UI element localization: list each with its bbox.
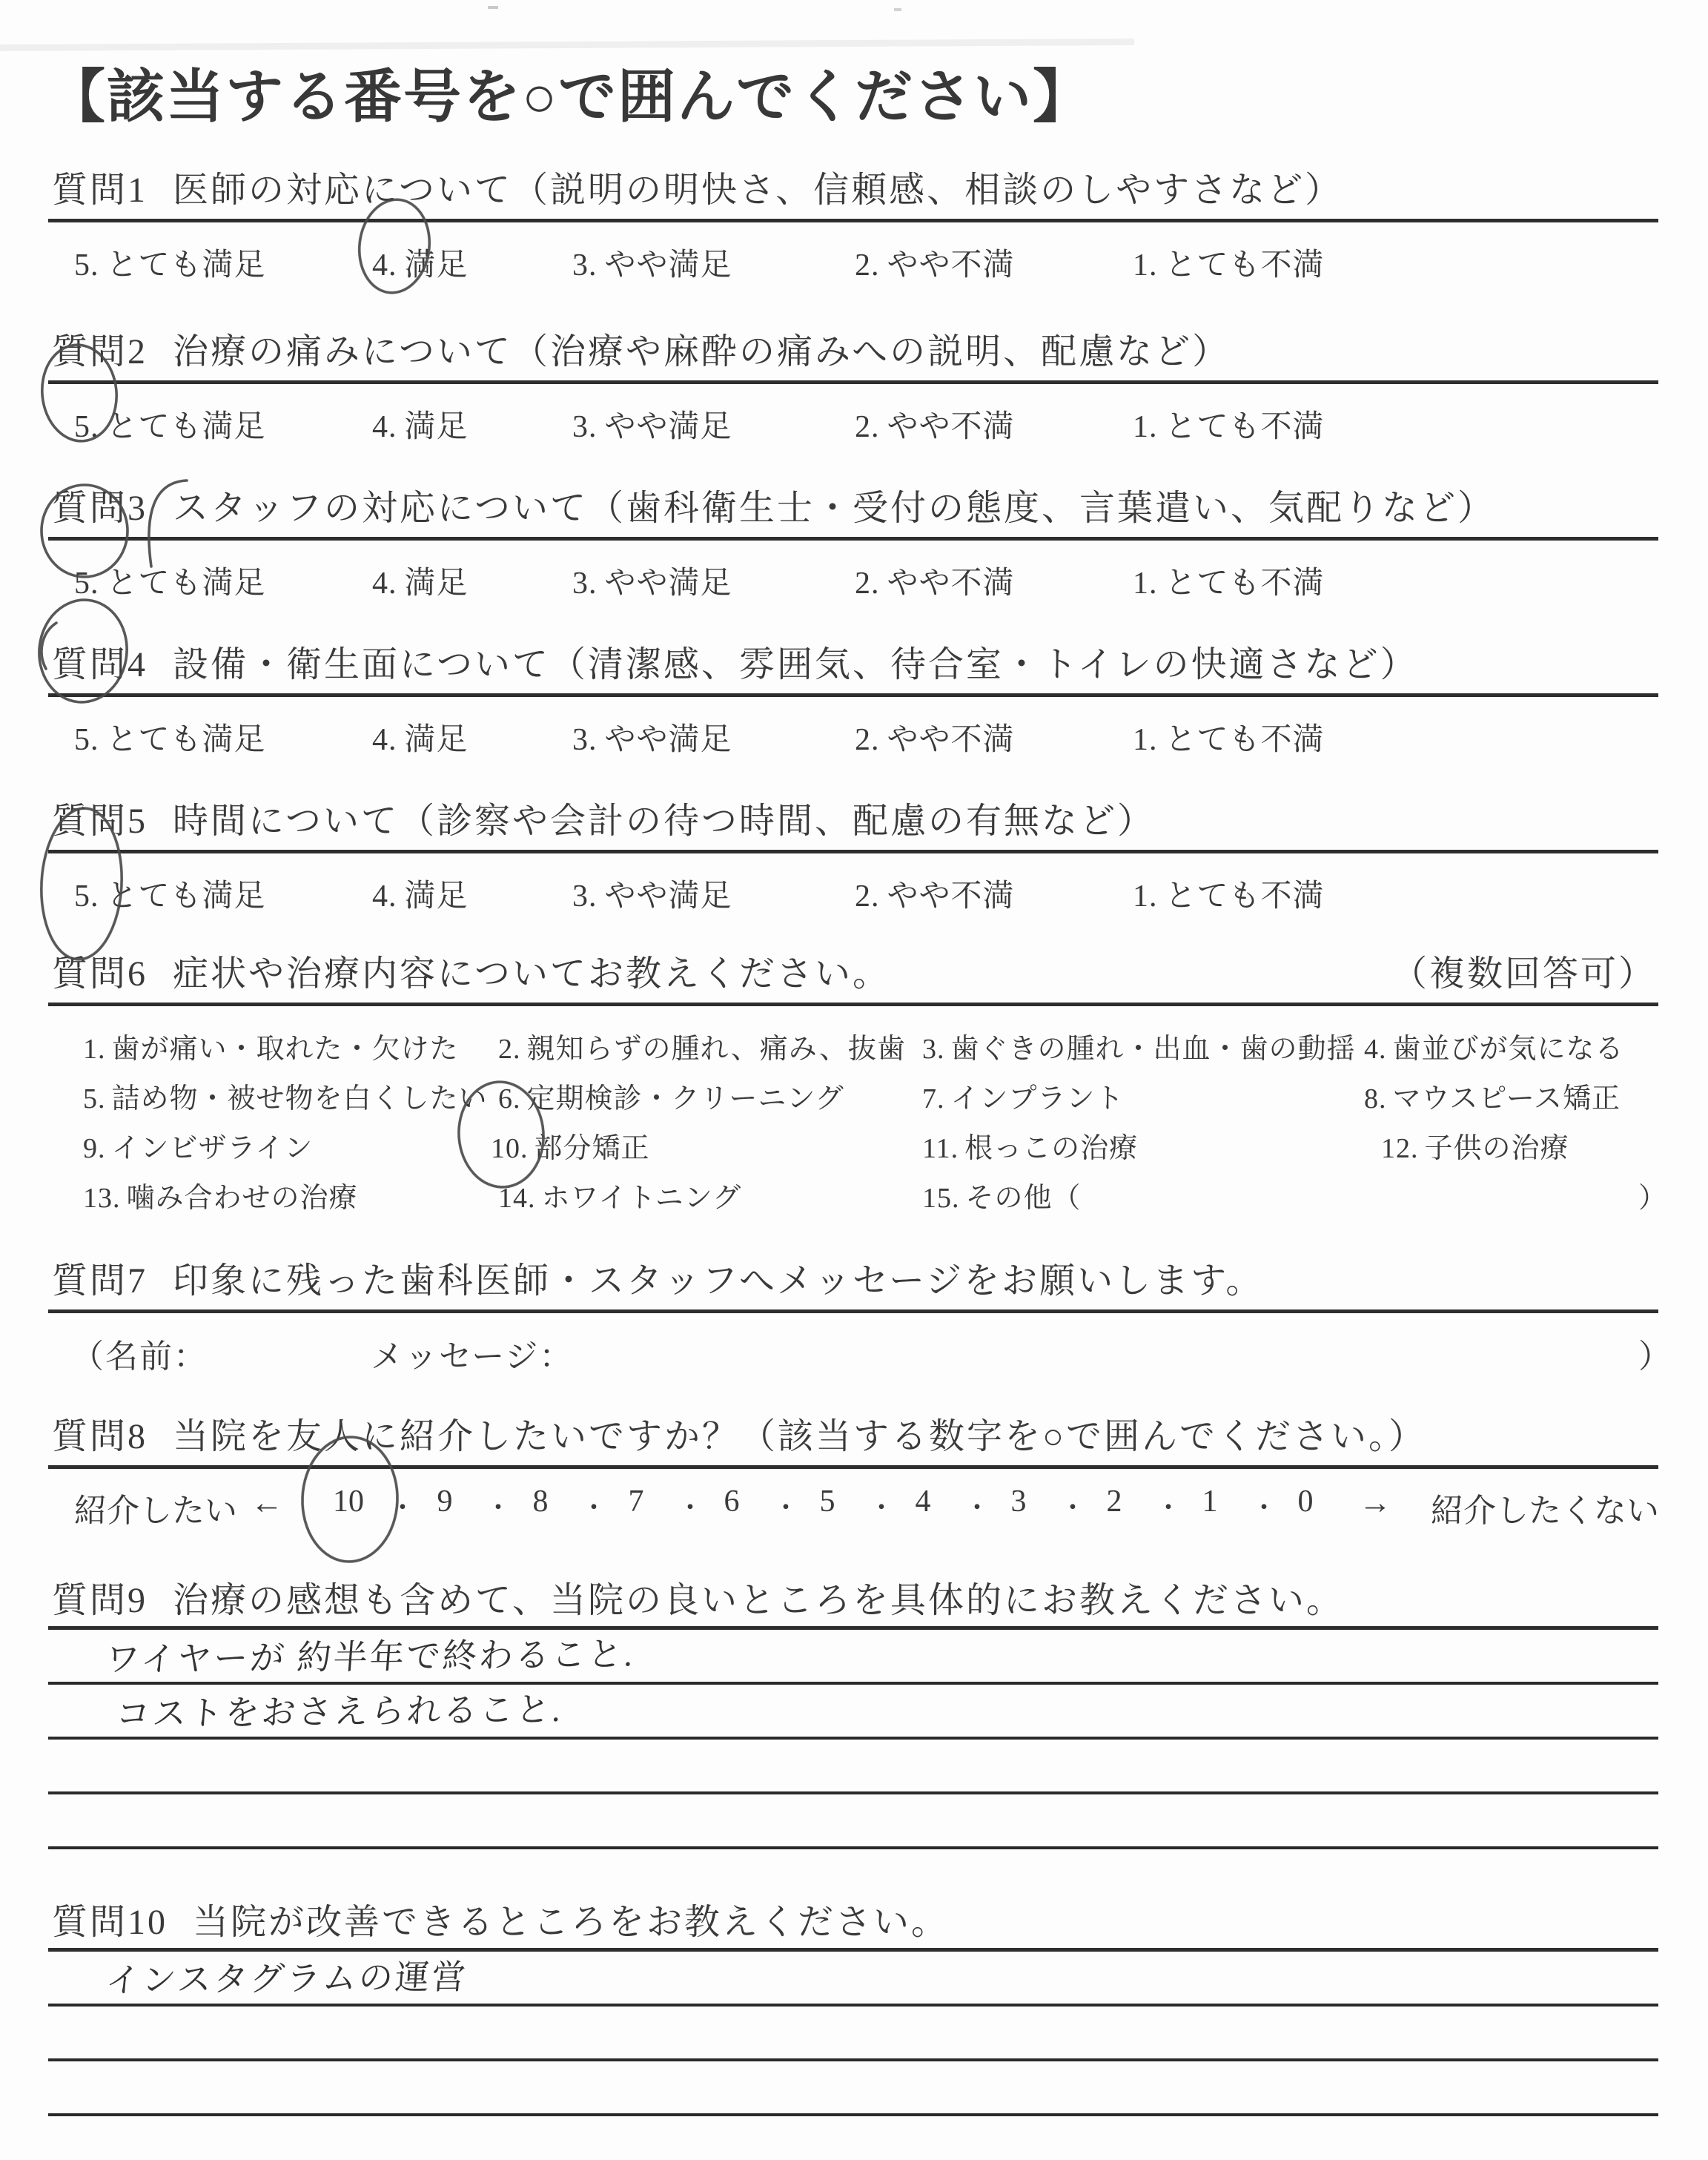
- question-8-section: [52, 1415, 1659, 1533]
- close-paren: ）: [1638, 1338, 1672, 1375]
- question-5-options: [52, 853, 1656, 928]
- question-9-heading: [52, 1579, 1656, 1623]
- scale-number-5: 5: [819, 1484, 835, 1519]
- scale-dot: ・: [868, 1493, 896, 1523]
- option-somewhat-dissatisfied: 2. やや不満: [855, 879, 1015, 914]
- question-3-options: [52, 541, 1656, 615]
- option-very-dissatisfied: 1. とても不満: [1133, 879, 1325, 914]
- option-satisfied: 4. 満足: [372, 723, 469, 758]
- symptom-item-14: 14. ホワイトニング: [498, 1183, 742, 1215]
- scale-dot: ・: [485, 1493, 512, 1523]
- question-7-label: 質問7: [52, 1261, 148, 1301]
- scan-artifact-speck: [488, 6, 498, 9]
- scale-dot: ・: [580, 1493, 608, 1523]
- symptom-item-8: 8. マウスピース矯正: [1364, 1083, 1621, 1115]
- question-4-heading: [52, 643, 1656, 687]
- question-5-title: 時間について（診察や会計の待つ時間、配慮の有無など）: [173, 802, 1156, 842]
- question-6-title-wrap: [52, 952, 890, 997]
- scale-dot: ・: [677, 1493, 704, 1523]
- page-title: 【該当する番号を○で囲んでください】: [47, 65, 1093, 129]
- question-6-title: 症状や治療内容についてお教えください。: [173, 954, 891, 994]
- question-9-title: 治療の感想も含めて、当院の良いところを具体的にお教えください。: [173, 1581, 1345, 1621]
- right-arrow-icon: →: [1359, 1484, 1391, 1522]
- answer-line: [48, 2116, 1658, 2160]
- question-1-options: [52, 222, 1656, 297]
- question-10-section: [52, 1900, 1656, 2160]
- scale-dot: ・: [964, 1493, 991, 1523]
- question-10-label: 質問10: [52, 1903, 168, 1943]
- question-5-heading: [52, 799, 1656, 844]
- option-satisfied: 4. 満足: [372, 248, 469, 283]
- question-5-label: 質問5: [52, 802, 148, 842]
- option-somewhat-dissatisfied: 2. やや不満: [855, 248, 1015, 283]
- answer-line: [48, 1630, 1658, 1685]
- question-10-heading: [52, 1900, 1656, 1945]
- question-2-options: [52, 384, 1656, 458]
- question-3-title: スタッフの対応について（歯科衛生士・受付の態度、言葉遣い、気配りなど）: [173, 489, 1496, 529]
- question-6-note: （複数回答可）: [1391, 954, 1656, 994]
- scan-artifact-streak: [0, 39, 1134, 51]
- answer-line: [48, 2061, 1658, 2116]
- question-7-heading: [52, 1259, 1656, 1304]
- option-somewhat-satisfied: 3. やや満足: [572, 410, 732, 445]
- scale-number-3: 3: [1010, 1484, 1027, 1519]
- symptom-item-11: 11. 根っこの治療: [922, 1133, 1139, 1165]
- answer-line: [48, 1685, 1658, 1740]
- symptom-item-7: 7. インプラント: [922, 1083, 1125, 1115]
- option-very-satisfied: 5. とても満足: [74, 567, 266, 601]
- option-very-satisfied: 5. とても満足: [74, 723, 266, 758]
- symptom-item-12: 12. 子供の治療: [1381, 1133, 1569, 1165]
- option-very-dissatisfied: 1. とても不満: [1133, 410, 1325, 445]
- nps-scale-row: [52, 1469, 1659, 1533]
- scale-number-7: 7: [628, 1484, 644, 1519]
- question-7-section: [52, 1259, 1672, 1375]
- symptom-item-6: 6. 定期検診・クリーニング: [498, 1083, 844, 1115]
- answer-line: [48, 1952, 1658, 2007]
- symptom-item-13: 13. 噛み合わせの治療: [83, 1183, 358, 1215]
- question-9-section: [52, 1579, 1656, 1849]
- question-6-label: 質問6: [52, 954, 148, 994]
- symptom-item-1: 1. 歯が痛い・取れた・欠けた: [83, 1034, 459, 1066]
- question-3-section: [52, 486, 1656, 615]
- answer-line: [48, 1794, 1658, 1849]
- question-6-heading: [52, 952, 1656, 997]
- question-1-section: [52, 168, 1656, 297]
- question-4-section: [52, 643, 1656, 771]
- scale-number-2: 2: [1106, 1484, 1122, 1519]
- option-very-dissatisfied: 1. とても不満: [1133, 723, 1325, 758]
- scale-dot: ・: [1155, 1493, 1182, 1523]
- question-7-answer-row: [52, 1313, 1672, 1375]
- scale-number-6: 6: [724, 1484, 740, 1519]
- question-7-title: 印象に残った歯科医師・スタッフへメッセージをお願いします。: [173, 1261, 1264, 1301]
- question-3-label: 質問3: [52, 489, 148, 529]
- question-6-section: [52, 952, 1667, 1215]
- scan-artifact-speck: [894, 8, 901, 11]
- symptom-item-15: 15. その他（: [922, 1183, 1082, 1215]
- question-3-heading: [52, 486, 1656, 531]
- scale-number-10: 10: [333, 1484, 364, 1519]
- scale-dot: ・: [1059, 1493, 1087, 1523]
- other-close-paren: ）: [1638, 1183, 1667, 1215]
- scale-dot: ・: [772, 1493, 800, 1523]
- scale-number-1: 1: [1202, 1484, 1218, 1519]
- option-satisfied: 4. 満足: [372, 410, 469, 445]
- symptom-item-10: 10. 部分矯正: [491, 1133, 650, 1165]
- option-very-satisfied: 5. とても満足: [74, 410, 266, 445]
- option-satisfied: 4. 満足: [372, 567, 469, 601]
- option-very-dissatisfied: 1. とても不満: [1133, 567, 1325, 601]
- scale-left-label: 紹介したい: [74, 1493, 237, 1530]
- option-very-dissatisfied: 1. とても不満: [1133, 248, 1325, 283]
- question-8-heading: [52, 1415, 1656, 1459]
- question-2-section: [52, 330, 1656, 458]
- option-very-satisfied: 5. とても満足: [74, 879, 266, 914]
- option-very-satisfied: 5. とても満足: [74, 248, 266, 283]
- question-8-label: 質問8: [52, 1417, 148, 1457]
- symptom-item-9: 9. インビザライン: [83, 1133, 314, 1165]
- option-satisfied: 4. 満足: [372, 879, 469, 914]
- option-somewhat-dissatisfied: 2. やや不満: [855, 567, 1015, 601]
- answer-line: [48, 2007, 1658, 2061]
- handwritten-answer: ワイヤーが 約半年で終わること.: [104, 1635, 637, 1680]
- question-4-label: 質問4: [52, 645, 148, 685]
- symptom-item-2: 2. 親知らずの腫れ、痛み、抜歯: [498, 1034, 907, 1066]
- name-field-label: （名前：: [71, 1338, 208, 1375]
- option-somewhat-satisfied: 3. やや満足: [572, 723, 732, 758]
- question-8-title: 当院を友人に紹介したいですか？（該当する数字を○で囲んでください。）: [173, 1417, 1427, 1457]
- option-somewhat-satisfied: 3. やや満足: [572, 879, 732, 914]
- question-4-title: 設備・衛生面について（清潔感、雰囲気、待合室・トイレの快適さなど）: [173, 645, 1418, 685]
- question-6-items: [52, 1006, 1667, 1215]
- answer-line: [48, 1740, 1658, 1794]
- scale-number-8: 8: [532, 1484, 549, 1519]
- question-9-label: 質問9: [52, 1581, 148, 1621]
- question-1-label: 質問1: [52, 171, 148, 211]
- symptom-item-3: 3. 歯ぐきの腫れ・出血・歯の動揺: [922, 1034, 1356, 1066]
- option-somewhat-dissatisfied: 2. やや不満: [855, 410, 1015, 445]
- symptom-item-5: 5. 詰め物・被せ物を白くしたい: [83, 1083, 488, 1115]
- question-4-options: [52, 697, 1656, 771]
- scale-right-label: 紹介したくない: [1431, 1493, 1659, 1530]
- symptom-item-4: 4. 歯並びが気になる: [1364, 1034, 1624, 1066]
- question-1-heading: [52, 168, 1656, 213]
- scale-number-4: 4: [915, 1484, 931, 1519]
- left-arrow-icon: ←: [251, 1484, 283, 1522]
- question-2-heading: [52, 330, 1656, 374]
- scale-number-9: 9: [437, 1484, 453, 1519]
- question-5-section: [52, 799, 1656, 928]
- option-somewhat-satisfied: 3. やや満足: [572, 567, 732, 601]
- handwritten-answer: コストをおさえられること.: [114, 1691, 565, 1734]
- question-2-label: 質問2: [52, 332, 148, 372]
- handwritten-answer: インスタグラムの運営: [104, 1958, 470, 2000]
- scale-dot: ・: [389, 1493, 417, 1523]
- question-10-title: 当院が改善できるところをお教えください。: [193, 1903, 950, 1943]
- question-1-title: 医師の対応について（説明の明快さ、信頼感、相談のしやすさなど）: [173, 171, 1343, 211]
- option-somewhat-dissatisfied: 2. やや不満: [855, 723, 1015, 758]
- scale-dot: ・: [1251, 1493, 1278, 1523]
- scale-number-0: 0: [1297, 1484, 1314, 1519]
- message-field-label: メッセージ：: [371, 1338, 574, 1375]
- option-somewhat-satisfied: 3. やや満足: [572, 248, 732, 283]
- question-2-title: 治療の痛みについて（治療や麻酔の痛みへの説明、配慮など）: [173, 332, 1231, 372]
